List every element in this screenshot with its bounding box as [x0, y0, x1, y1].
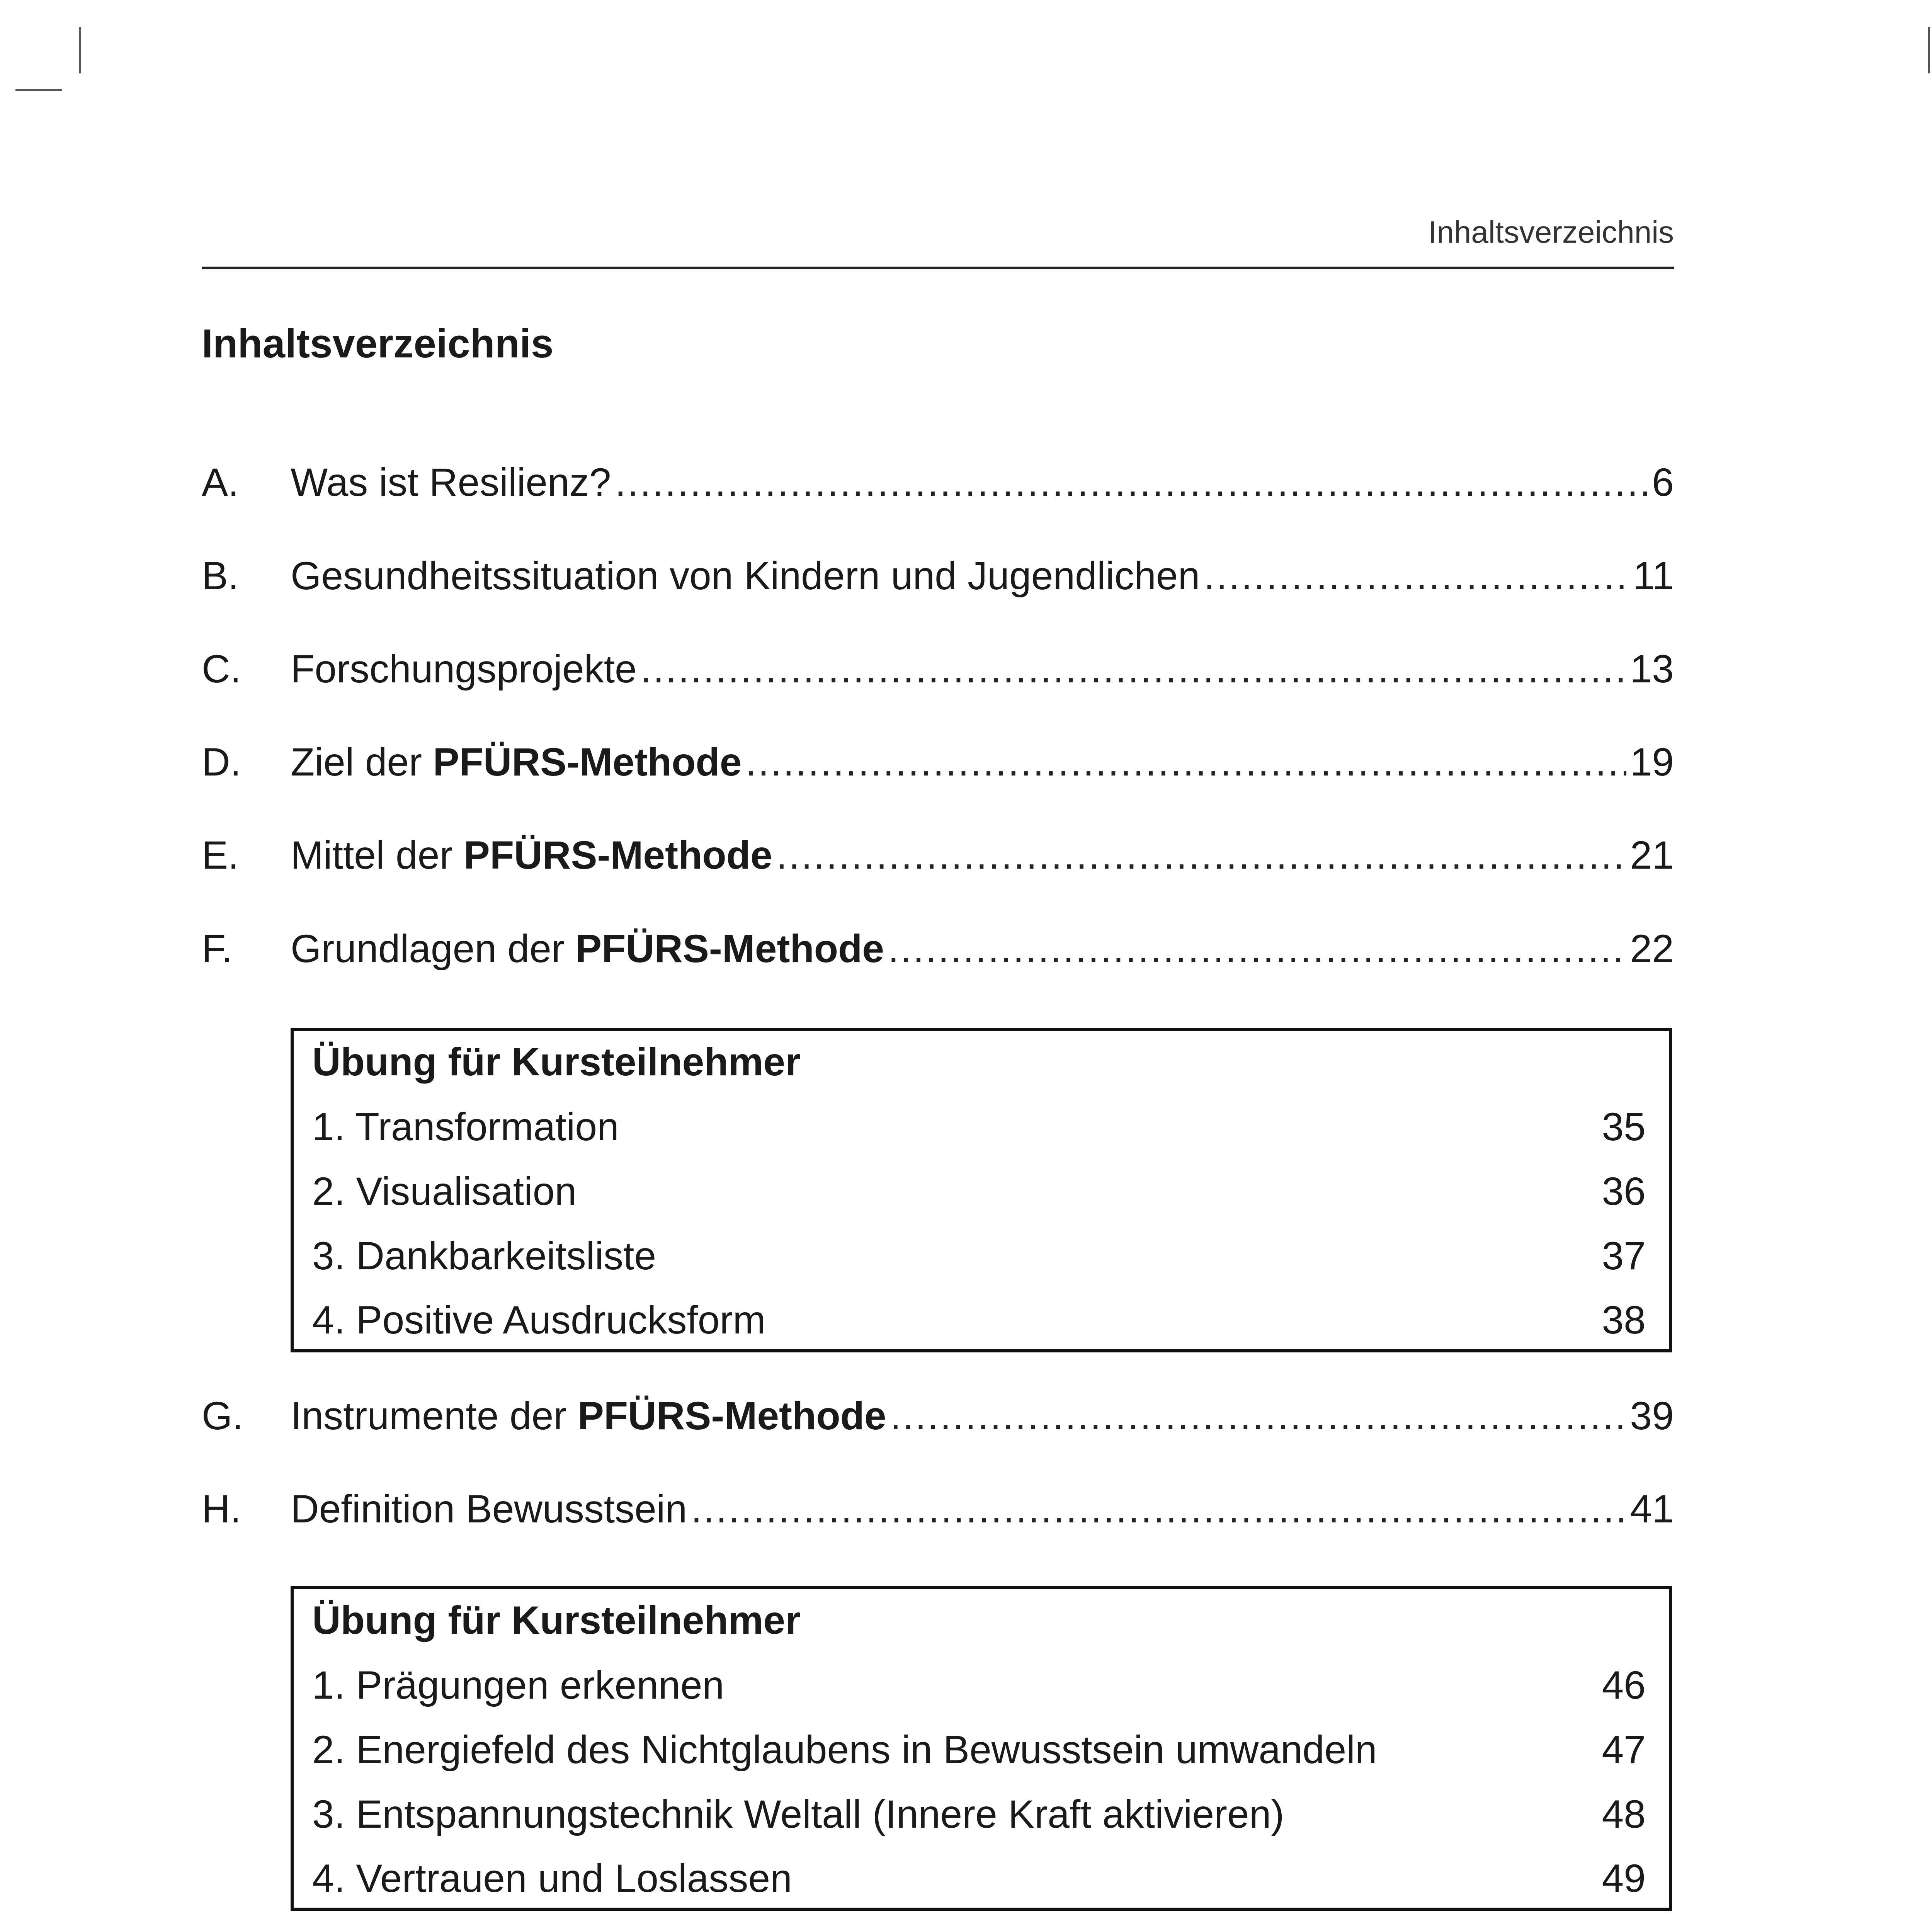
- exercise-item-page: 46: [1602, 1663, 1646, 1707]
- toc-letter: H.: [202, 1487, 241, 1531]
- toc-letter: E.: [202, 833, 239, 877]
- exercise-item[interactable]: [312, 1792, 1646, 1842]
- exercise-item-label: 4. Vertrauen und Loslassen: [312, 1856, 792, 1900]
- toc-entry-c[interactable]: [202, 646, 1674, 697]
- toc-letter: D.: [202, 740, 241, 784]
- exercise-item-label: 1. Prägungen erkennen: [312, 1663, 724, 1707]
- toc-letter: C.: [202, 647, 241, 691]
- exercise-item-page: 35: [1602, 1105, 1646, 1149]
- toc-letter: B.: [202, 554, 239, 598]
- toc-entry-b[interactable]: [202, 553, 1674, 604]
- toc-title: Grundlagen der PFÜRS-Methode: [291, 927, 884, 971]
- toc-entry-g[interactable]: [202, 1393, 1674, 1444]
- toc-letter: G.: [202, 1394, 243, 1438]
- exercise-item[interactable]: [312, 1233, 1646, 1284]
- dot-leader: [776, 833, 1626, 878]
- exercise-box-heading: Übung für Kursteilnehmer: [312, 1040, 801, 1084]
- toc-title: Was ist Resilienz?: [291, 460, 611, 504]
- page-title: Inhaltsverzeichnis: [202, 321, 554, 366]
- exercise-item-label: 2. Visualisation: [312, 1169, 577, 1213]
- header-rule: [202, 267, 1674, 269]
- toc-page: 13: [1630, 647, 1674, 691]
- toc-entry-h[interactable]: [202, 1486, 1674, 1537]
- toc-entry-a[interactable]: [202, 460, 1674, 510]
- dot-leader: [745, 740, 1626, 785]
- exercise-item-label: 3. Entspannungstechnik Weltall (Innere Kraft aktivieren): [312, 1792, 1284, 1836]
- toc-page: 19: [1630, 740, 1674, 784]
- crop-mark: [15, 89, 62, 91]
- exercise-box: [291, 1028, 1672, 1352]
- exercise-item[interactable]: [312, 1856, 1646, 1906]
- toc-entry-d[interactable]: [202, 740, 1674, 790]
- dot-leader: [1204, 553, 1629, 599]
- crop-mark: [1928, 27, 1930, 73]
- exercise-item-page: 37: [1602, 1234, 1646, 1278]
- dot-leader: [691, 1486, 1626, 1532]
- toc-title: Instrumente der PFÜRS-Methode: [291, 1394, 886, 1438]
- exercise-box-heading: Übung für Kursteilnehmer: [312, 1598, 801, 1642]
- dot-leader: [641, 646, 1626, 692]
- exercise-item-label: 1. Transformation: [312, 1105, 619, 1149]
- exercise-box: [291, 1586, 1672, 1911]
- exercise-item[interactable]: [312, 1663, 1646, 1713]
- dot-leader: [888, 926, 1626, 971]
- toc-page: 21: [1630, 833, 1674, 877]
- exercise-item-label: 4. Positive Ausdrucksform: [312, 1298, 766, 1342]
- toc-page: 6: [1652, 460, 1674, 504]
- toc-title: Ziel der PFÜRS-Methode: [291, 740, 742, 784]
- exercise-item-label: 2. Energiefeld des Nichtglaubens in Bewusstsein umwandeln: [312, 1728, 1377, 1772]
- toc-page: 11: [1633, 554, 1674, 598]
- exercise-item[interactable]: [312, 1727, 1646, 1777]
- exercise-item-label: 3. Dankbarkeitsliste: [312, 1234, 656, 1278]
- toc-letter: A.: [202, 460, 239, 504]
- running-head: Inhaltsverzeichnis: [1428, 215, 1674, 249]
- toc-title: Forschungsprojekte: [291, 647, 637, 691]
- exercise-item-page: 47: [1602, 1728, 1646, 1772]
- exercise-item-page: 36: [1602, 1169, 1646, 1213]
- toc-page: 41: [1630, 1487, 1674, 1531]
- dot-leader: [615, 460, 1648, 505]
- toc-letter: F.: [202, 927, 233, 971]
- toc-title: Mittel der PFÜRS-Methode: [291, 833, 772, 877]
- crop-mark: [79, 27, 81, 73]
- toc-page: 39: [1630, 1394, 1674, 1438]
- exercise-item-page: 38: [1602, 1298, 1646, 1342]
- toc-title: Definition Bewusstsein: [291, 1487, 687, 1531]
- toc-page: 22: [1630, 927, 1674, 971]
- exercise-item[interactable]: [312, 1298, 1646, 1348]
- toc-title: Gesundheitssituation von Kindern und Jugendlichen: [291, 554, 1200, 598]
- toc-entry-e[interactable]: [202, 833, 1674, 883]
- exercise-item[interactable]: [312, 1169, 1646, 1219]
- exercise-item[interactable]: [312, 1104, 1646, 1155]
- exercise-item-page: 48: [1602, 1792, 1646, 1836]
- toc-entry-f[interactable]: [202, 926, 1674, 976]
- dot-leader: [890, 1393, 1626, 1439]
- exercise-item-page: 49: [1602, 1856, 1646, 1900]
